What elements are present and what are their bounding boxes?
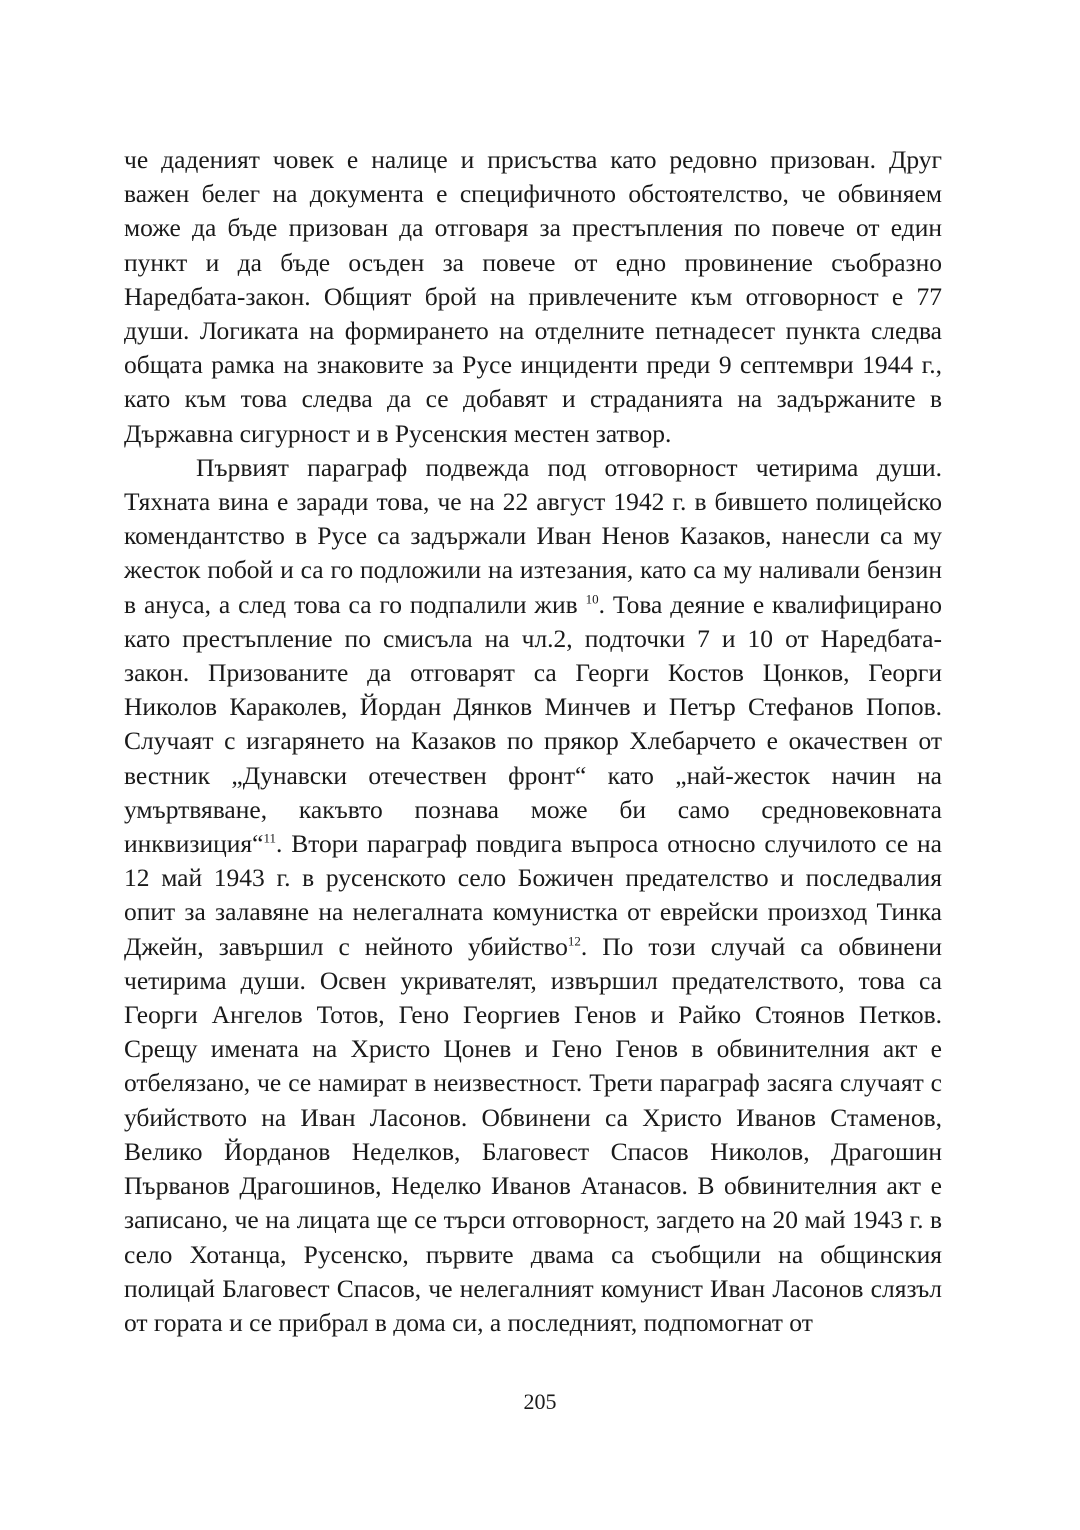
text-run: . Това деяние е квалифицирано като престъпление по смисъла на чл.2, подточки 7 и 10 от Наредбата-закон. Призованите да отговарят са Георги Костов Цонков, Георги Николов Караколев, Йордан Дянков Минчев и Петър Стефанов Попов. Случаят с изгарянето на Казаков по прякор Хлебарчето е окачествен от вестник „Дунавски отечествен фронт“ като „най-жесток начин на умъртвяване, какъвто познава може би само средновековната инквизиция“ [124, 589, 942, 859]
page-body [124, 143, 942, 1340]
paragraph [124, 143, 942, 451]
text-run: . По този случай са обвинени четирима души. Освен укривателят, извършил предателството, това са Георги Ангелов Тотов, Гено Георгиев Генов и Райко Стоянов Петков. Срещу имената на Христо Цонев и Гено Генов в обвинителния акт е отбелязано, че се намират в неизвестност. Трети параграф засяга случаят с убийството на Иван Ласонов. Обвинени са Христо Иванов Стаменов, Велико Йорданов Неделков, Благовест Спасов Николов, Драгошин Първанов Драгошинов, Неделко Иванов Атанасов. В обвинителния акт е записано, че на лицата ще се търси отговорност, загдето на 20 май 1943 г. в село Хотанца, Русенско, първите двама са съобщили на общинския полицай Благовест Спасов, че нелегалният комунист Иван Ласонов слязъл от гората и се прибрал в дома си, а последният, подпомогнат от [124, 931, 942, 1337]
text-run: Първият параграф подвежда под отговорност четирима души. Тяхната вина е заради това, че на 22 август 1942 г. в бившето полицейско комендантство в Русе са задържали Иван Ненов Казаков, нанесли са му жесток побой и са го подложили на изтезания, като са му наливали бензин в ануса, а след това са го подпалили жив [124, 452, 942, 619]
footnote-reference[interactable]: 12 [567, 933, 581, 949]
footnote-reference[interactable]: 10 [585, 591, 599, 607]
text-run: че даденият човек е налице и присъства като редовно призован. Друг важен белег на документа е специфичното обстоятелство, че обвиняем може да бъде призован да отговаря за престъпления по повече от един пункт и да бъде осъден за повече от едно провинение съобразно Наредбата-закон. Общият брой на привлечените към отговорност е 77 души. Логиката на формирането на отделните петнадесет пункта следва общата рамка на знаковите за Русе инциденти преди 9 септември 1944 г., като към това следва да се добавят и страданията на задържаните в Държавна сигурност и в Русенския местен затвор. [124, 145, 942, 448]
page-number: 205 [523, 1389, 557, 1414]
footnote-reference[interactable]: 11 [263, 830, 276, 846]
paragraph [124, 451, 942, 1340]
text-run: . Втори параграф повдига въпроса относно случилото се на 12 май 1943 г. в русенското село Божичен предателство и последвалия опит за залавяне на нелегалната комунистка от еврейски произход Тинка Джейн, завършил с нейното убийство [124, 829, 942, 961]
